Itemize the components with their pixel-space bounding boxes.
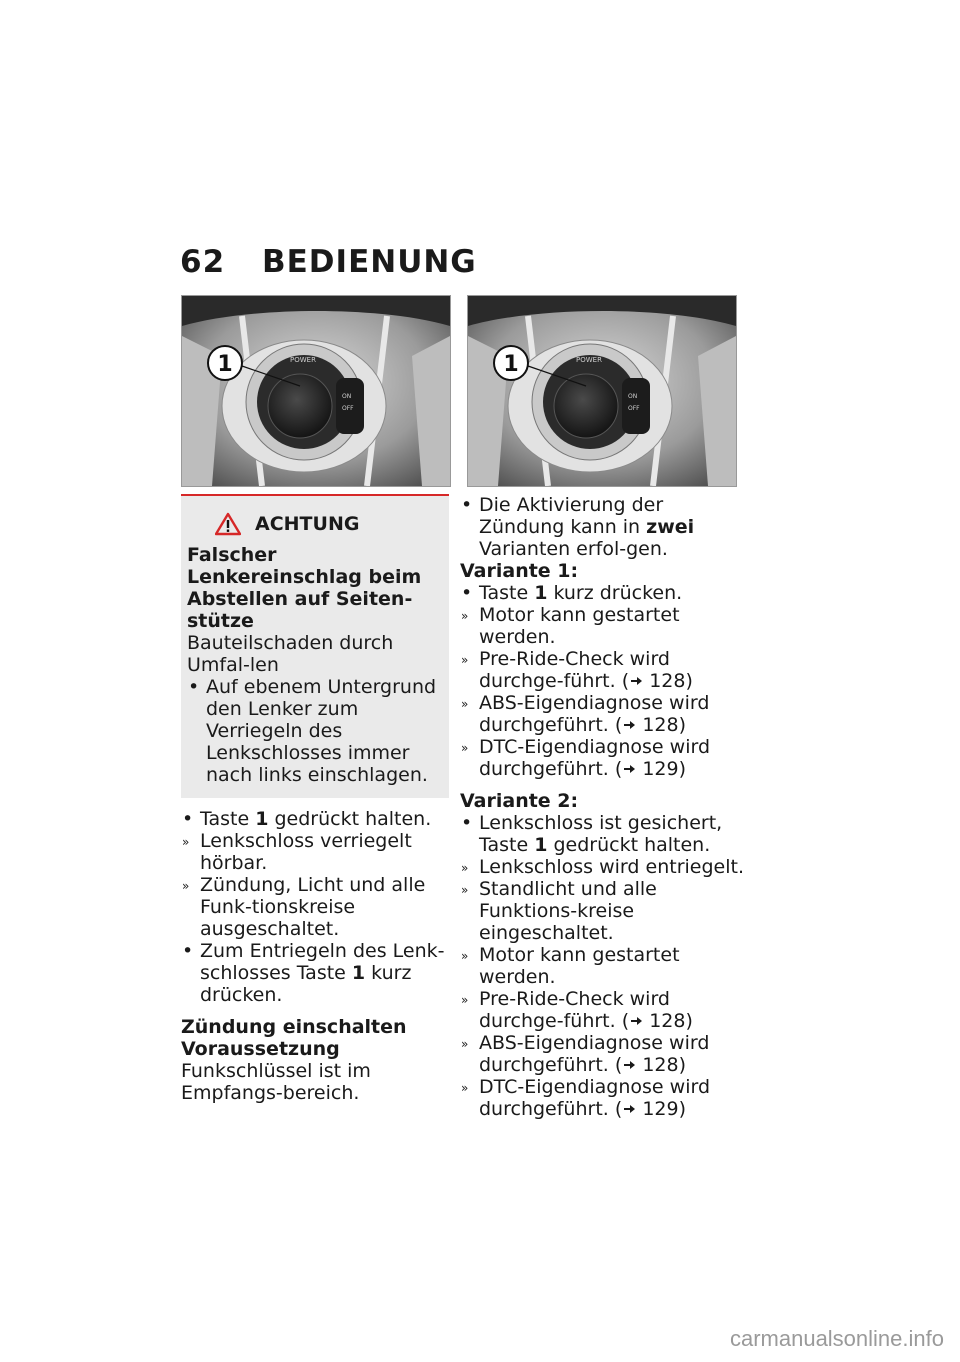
page-title: BEDIENUNG [262,244,477,280]
watermark: carmanualsonline.info [729,1326,944,1351]
step-item: • Taste 1 gedrückt halten. [182,808,432,830]
page-header [180,244,477,280]
page-reference[interactable]: ( 129) [614,758,687,780]
arrow-reference-icon [629,674,643,688]
ignition-switch-photo-left [181,295,451,487]
callout-1: 1 [503,352,519,377]
result-marker: » [461,609,469,623]
result-item: » Pre-Ride-Check wird durchge-führt. ( 128) [461,648,693,692]
page-reference[interactable]: ( 128) [614,1054,687,1076]
variant-1-title: Variante 1: [460,560,579,582]
off-label: OFF [342,405,354,412]
off-label: OFF [628,405,640,412]
arrow-reference-icon [629,1014,643,1028]
step-item: • Taste 1 kurz drücken. [461,582,683,604]
result-marker: » [461,653,469,667]
warning-box [181,494,449,798]
power-label: POWER [290,356,316,364]
on-label: ON [628,393,638,400]
warning-text: Bauteilschaden durch Umfal-len [187,632,394,676]
result-item: » Zündung, Licht und alle Funk-tionskreise ausgeschaltet. [182,874,426,940]
result-marker: » [461,1081,469,1095]
power-label: POWER [576,356,602,364]
result-item: » DTC-Eigendiagnose wird durchgeführt. ( 129) [461,736,711,780]
page-reference[interactable]: ( 128) [621,670,693,692]
warning-heading: ACHTUNG [255,513,360,535]
warning-triangle-icon [215,512,241,536]
section-heading: Zündung einschalten [181,1016,407,1038]
arrow-reference-icon [622,718,636,732]
warning-title: Falscher Lenkereinschlag beim Abstellen auf Seiten-stütze [187,544,422,632]
callout-1: 1 [217,352,233,377]
result-item: » ABS-Eigendiagnose wird durchgeführt. ( 128) [461,1032,710,1076]
arrow-reference-icon [622,1058,636,1072]
on-label: ON [342,393,352,400]
precondition-text: Funkschlüssel ist im Empfangs-bereich. [181,1060,371,1104]
section-subheading: Voraussetzung [181,1038,340,1060]
result-item: » Lenkschloss wird entriegelt. [461,856,744,878]
variant-2-title: Variante 2: [460,790,579,812]
result-item: » Lenkschloss verriegelt hörbar. [182,830,412,874]
result-item: » ABS-Eigendiagnose wird durchgeführt. ( 128) [461,692,710,736]
step-item: • Zum Entriegeln des Lenk-schlosses Taste 1 kurz drücken. [182,940,445,1006]
result-item: » Pre-Ride-Check wird durchge-führt. ( 128) [461,988,693,1032]
result-marker: » [461,861,469,875]
arrow-reference-icon [622,762,636,776]
step-item: • Lenkschloss ist gesichert, Taste 1 gedrückt halten. [461,812,723,856]
left-column [181,494,449,1104]
warning-list-item: • Auf ebenem Untergrund den Lenker zum Verriegeln des Lenkschlosses immer nach links einschlagen. [188,676,437,786]
result-marker: » [461,697,469,711]
intro-item: • Die Aktivierung der Zündung kann in zwei Varianten erfol-gen. [461,494,695,560]
arrow-reference-icon [622,1102,636,1116]
result-item: » DTC-Eigendiagnose wird durchgeführt. ( 129) [461,1076,711,1120]
result-marker: » [461,883,469,897]
page-reference[interactable]: ( 128) [614,714,687,736]
page-number: 62 [180,244,226,280]
result-marker: » [461,949,469,963]
bullet-marker: • [188,676,200,698]
ignition-switch-photo-right [467,295,737,487]
page-reference[interactable]: ( 129) [614,1098,687,1120]
result-marker: » [461,993,469,1007]
result-item: » Standlicht und alle Funktions-kreise eingeschaltet. [461,878,657,944]
result-marker: » [461,741,469,755]
result-item: » Motor kann gestartet werden. [461,944,680,988]
result-marker: » [461,1037,469,1051]
right-column [460,494,750,1120]
page-reference[interactable]: ( 128) [621,1010,693,1032]
result-item: » Motor kann gestartet werden. [461,604,680,648]
